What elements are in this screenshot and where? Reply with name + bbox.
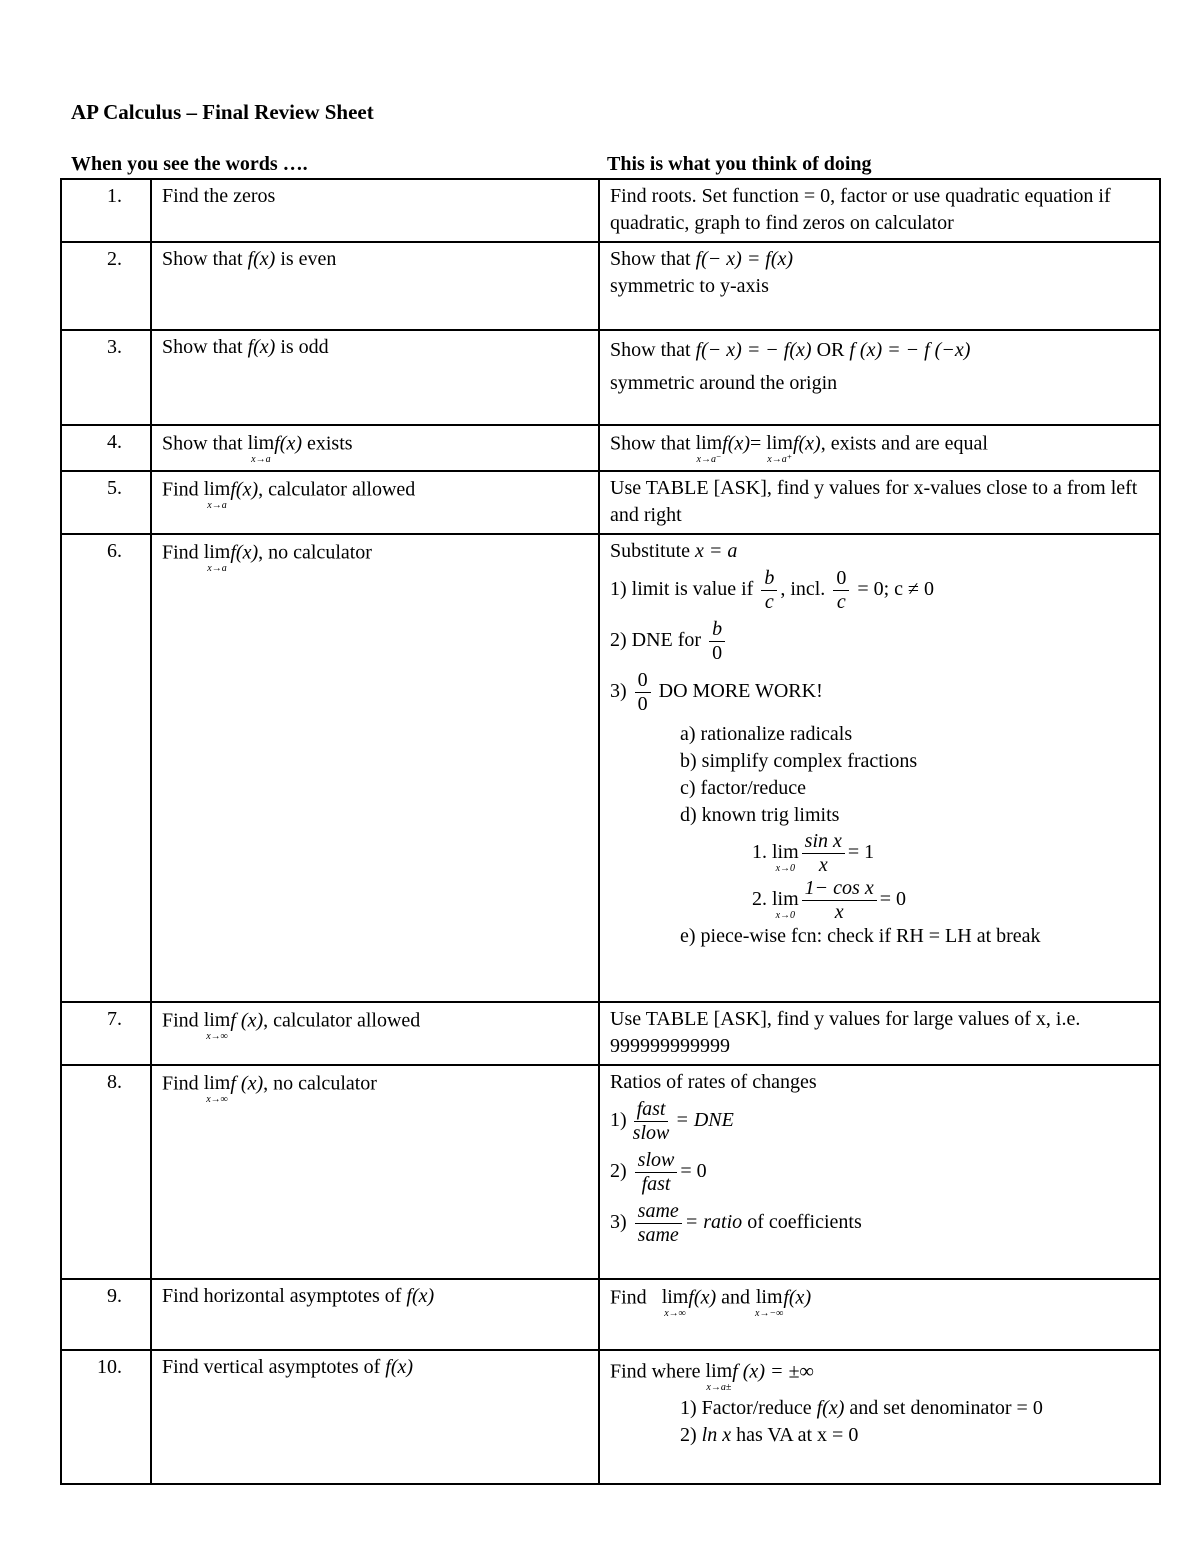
cue-text: Find horizontal asymptotes of [162,1285,402,1307]
numerator: b [761,568,777,591]
sub-step: e) piece-wise fcn: check if RH = LH at break [680,925,1041,947]
action-text: Find [610,1286,647,1309]
limit-subscript: x→a⁻ [696,454,722,465]
step-text: 2) [610,1160,627,1183]
limit-notation [204,1073,231,1105]
lim-word: lim [661,1286,689,1308]
symmetry-note: symmetric around the origin [610,372,838,394]
limit-notation [248,433,275,465]
column-header-cue: When you see the words …. [71,153,308,175]
lim-word: lim [247,432,275,454]
limit-notation [204,1010,231,1042]
lim-word: lim [203,1009,231,1031]
right-limit [766,433,793,465]
action-cell [599,242,1160,330]
lim-word: lim [772,887,799,910]
limit-subscript: x→a [207,500,227,511]
function-expr: f(x) [688,1286,717,1309]
limit-subscript: x→∞ [206,1031,228,1042]
page-title: AP Calculus – Final Review Sheet [71,100,374,124]
step-text: 1) [610,1109,627,1132]
trig-item-number: 1. [752,841,767,864]
denominator: x [818,854,828,876]
denominator: 0 [637,693,648,715]
cue-text: , calculator allowed [263,1009,421,1032]
table-row [61,425,1160,471]
table-row [61,1065,1160,1279]
action-cell [599,534,1160,1002]
denominator: c [764,591,774,613]
column-header-action: This is what you think of doing [607,153,872,175]
row-number: 10. [61,1350,151,1484]
fraction [761,568,777,613]
action-cell: Use TABLE [ASK], find y values for x-values close to a from left and right [599,471,1160,534]
function-expr: f(x) [247,336,276,358]
sub-step: a) rationalize radicals [680,723,853,745]
limit-subscript: x→∞ [206,1094,228,1105]
cue-cell [151,471,599,534]
fraction [802,831,845,876]
function-expr: f(x) [722,432,750,455]
numerator: 0 [635,670,651,693]
function-expr: f(x) [816,1397,845,1419]
fraction [630,1099,673,1144]
limit-subscript: x→0 [775,862,796,874]
step-text: 1) limit is value if [610,578,754,601]
substitution-expr: x = a [695,540,738,562]
lim-word: lim [705,1360,733,1382]
review-table [60,178,1161,1485]
step-text: DO MORE WORK! [658,680,823,703]
action-text: , exists and are equal [820,432,988,455]
cue-cell [151,1279,599,1350]
fraction [833,568,849,613]
lim-word: lim [695,432,723,454]
step-text: 2) DNE for [610,629,702,652]
result: = 0 [680,1160,707,1183]
action-text: Show that [610,432,691,455]
fraction [635,1201,682,1246]
sub-step: c) factor/reduce [680,777,807,799]
table-row [61,1279,1160,1350]
table-row [61,179,1160,242]
step-text: 3) [610,680,627,703]
action-cell: Use TABLE [ASK], find y values for large values of x, i.e. 999999999999 [599,1002,1160,1065]
action-cell [599,1350,1160,1484]
step-text: , incl. [780,578,826,601]
numerator: slow [635,1150,678,1173]
action-text: Substitute [610,540,691,562]
action-text: Find where [610,1360,701,1383]
action-text: Ratios of rates of changes [610,1071,817,1093]
limit-notation [204,479,231,511]
row-number: 8. [61,1065,151,1279]
result: = ratio [684,1211,743,1234]
lim-word: lim [755,1286,783,1308]
limit-subscript: x→0 [775,909,796,921]
row-number: 1. [61,179,151,242]
cue-cell [151,1350,599,1484]
limit-notation [772,889,799,921]
row-number: 3. [61,330,151,425]
limit-subscript: x→a⁺ [767,454,792,465]
row-number: 2. [61,242,151,330]
table-row [61,1350,1160,1484]
denominator: same [637,1224,679,1246]
and-text: and [721,1286,751,1309]
function-expr: f(x) [783,1286,812,1309]
fraction [802,878,877,923]
limit-subscript: x→a [251,454,271,465]
trig-item-number: 2. [752,888,767,911]
lim-word: lim [203,541,231,563]
cue-cell [151,330,599,425]
cue-text: Show that [162,336,243,358]
limit-notation [204,542,231,574]
cue-text: Find [162,1072,199,1095]
action-cell [599,1065,1160,1279]
function-expr: f(x) [247,248,276,270]
cue-text: Find vertical asymptotes of [162,1356,381,1378]
cue-cell [151,242,599,330]
limit-notation [755,1287,783,1319]
numerator: fast [634,1099,669,1122]
step-text: of coefficients [747,1211,862,1234]
fraction [635,670,651,715]
cue-text: , calculator allowed [258,478,416,501]
row-number: 6. [61,534,151,1002]
cue-text: is even [280,248,337,270]
symmetry-note: symmetric to y-axis [610,275,769,297]
action-text: Show that [610,339,691,361]
cue-text: exists [307,432,353,455]
lim-word: lim [772,840,799,863]
equals-value: = 1 [847,841,875,864]
row-number: 7. [61,1002,151,1065]
cue-text: , no calculator [258,541,372,564]
function-expr: f(x) [792,432,821,455]
table-row [61,242,1160,330]
limit-subscript: x→a [207,563,227,574]
limit-subscript: x→a± [706,1382,732,1393]
result: = DNE [675,1109,734,1132]
odd-condition-alt: f (x) = − f (−x) [849,339,971,361]
fraction [635,1150,678,1195]
table-row [61,534,1160,1002]
function-expr: f (x) [230,1009,264,1032]
sub-step: d) known trig limits [680,804,840,826]
cue-text: Show that [162,248,243,270]
step-text: has VA at x = 0 [736,1424,859,1446]
cue-cell [151,425,599,471]
log-expr: ln x [701,1424,732,1446]
denominator: slow [632,1122,670,1144]
cue-text: Find [162,478,199,501]
denominator: fast [641,1173,671,1195]
limit-notation [772,842,799,874]
table-row [61,330,1160,425]
denominator: c [836,591,846,613]
action-cell [599,425,1160,471]
function-expr: f(x) [406,1285,435,1307]
sub-step: b) simplify complex fractions [680,750,918,772]
equals-value: = 0 [879,888,906,911]
action-text: Show that [610,248,691,270]
function-expr: f(x) [385,1356,414,1378]
fraction [709,619,725,664]
numerator: 1− cos x [802,878,877,901]
cue-text: Find [162,1009,199,1032]
numerator: sin x [802,831,845,854]
odd-condition: f(− x) = − f(x) [695,339,812,361]
cue-text: , no calculator [263,1072,377,1095]
numerator: 0 [833,568,849,591]
row-number: 4. [61,425,151,471]
cue-cell [151,534,599,1002]
lim-word: lim [203,478,231,500]
denominator: 0 [712,642,723,664]
function-expr: f(x) [230,541,259,564]
cue-text: Find [162,541,199,564]
cue-text: Show that [162,432,243,455]
limit-subscript: x→∞ [664,1308,686,1319]
row-number: 5. [61,471,151,534]
step-text: 1) Factor/reduce [680,1397,812,1419]
action-cell: Find roots. Set function = 0, factor or use quadratic equation if quadratic, graph to find zeros on calculator [599,179,1160,242]
cue-text: is odd [280,336,329,358]
step-text: 3) [610,1211,627,1234]
step-text: 2) [680,1424,697,1446]
limit-notation [662,1287,689,1319]
row-number: 9. [61,1279,151,1350]
cue-cell: Find the zeros [151,179,599,242]
action-cell [599,330,1160,425]
even-condition: f(− x) = f(x) [695,248,794,270]
function-expr: f (x) = ±∞ [732,1360,814,1383]
numerator: b [709,619,725,642]
denominator: x [834,901,844,923]
lim-word: lim [766,432,793,454]
cue-cell [151,1065,599,1279]
table-row [61,471,1160,534]
function-expr: f(x) [230,478,259,501]
function-expr: f (x) [230,1072,264,1095]
or-text: OR [816,339,845,361]
limit-subscript: x→−∞ [755,1308,784,1319]
action-cell [599,1279,1160,1350]
step-text: and set denominator = 0 [849,1397,1043,1419]
lim-word: lim [203,1072,231,1094]
function-expr: f(x) [274,432,302,455]
cue-cell [151,1002,599,1065]
equals-sign: = [750,432,762,455]
limit-notation [706,1361,733,1393]
left-limit [696,433,723,465]
table-row [61,1002,1160,1065]
step-text: = 0; c ≠ 0 [857,578,935,601]
numerator: same [635,1201,682,1224]
